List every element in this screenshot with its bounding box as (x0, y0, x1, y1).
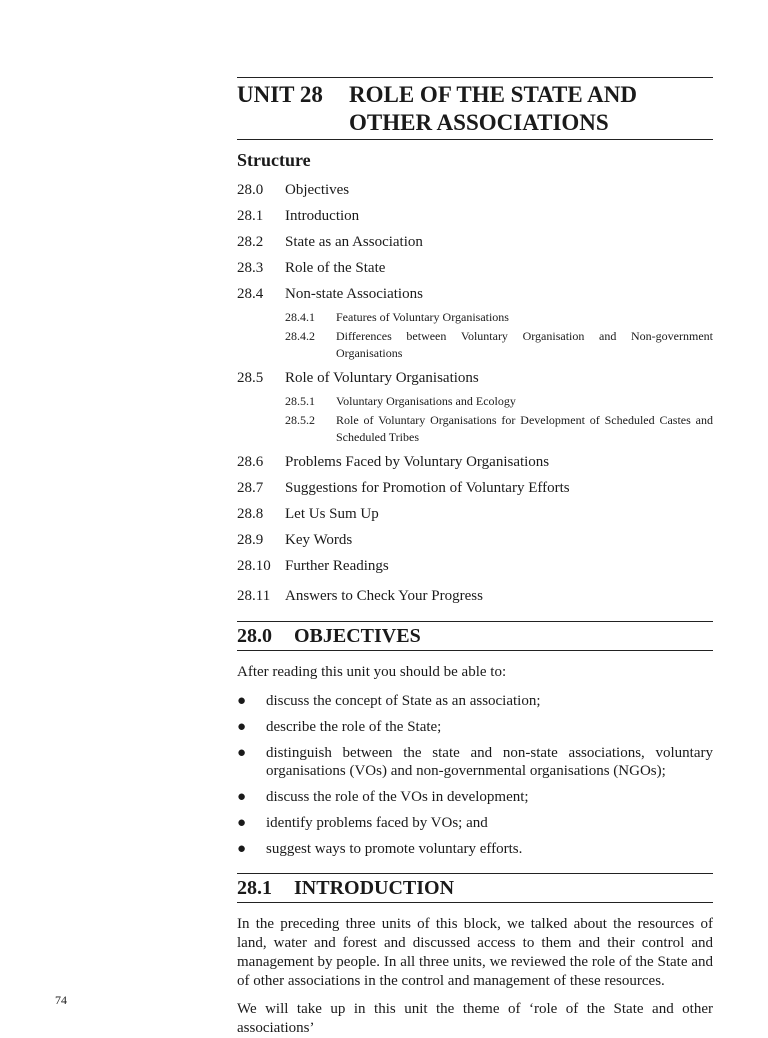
list-item (237, 718, 713, 736)
toc-item-number: 28.10 (237, 558, 271, 574)
list-item (237, 840, 713, 858)
list-item-text: discuss the concept of State as an association; (266, 693, 541, 709)
toc-subitem (237, 393, 713, 410)
bullet-icon: ● (237, 719, 247, 735)
toc-item-number: 28.7 (237, 480, 264, 496)
bullet-icon: ● (237, 693, 247, 709)
toc-item-number: 28.0 (237, 182, 264, 198)
bullet-icon: ● (237, 745, 247, 761)
toc-subitem-number: 28.5.1 (285, 394, 315, 408)
toc-item-label: Problems Faced by Voluntary Organisations (285, 454, 550, 470)
list-item (237, 744, 713, 780)
toc-subitem-label: Voluntary Organisations and Ecology (336, 394, 516, 408)
toc-item-number: 28.1 (237, 208, 264, 224)
toc-item-label: Introduction (285, 208, 360, 224)
unit-number: UNIT 28 (237, 82, 323, 107)
unit-title (349, 81, 713, 136)
toc-item-label: Answers to Check Your Progress (285, 588, 483, 604)
objectives-list (237, 692, 713, 858)
toc-item-number: 28.4 (237, 286, 264, 302)
toc-item-label: Role of the State (285, 260, 386, 276)
toc-item-number: 28.5 (237, 370, 264, 386)
structure-heading: Structure (237, 150, 311, 170)
toc-item (237, 369, 713, 388)
toc-item-label: Let Us Sum Up (285, 506, 379, 522)
bullet-icon: ● (237, 841, 247, 857)
section-number: 28.1 (237, 877, 272, 899)
toc-item (237, 259, 713, 278)
toc-item-label: Further Readings (285, 558, 389, 574)
toc-item-label: Non-state Associations (285, 286, 423, 302)
introduction-paragraph: We will take up in this unit the theme of ‘role of the State and other associations’ (237, 1001, 713, 1036)
toc-item (237, 233, 713, 252)
toc-item-label: Role of Voluntary Organisations (285, 370, 479, 386)
list-item-text: describe the role of the State; (266, 719, 442, 735)
section-title: INTRODUCTION (294, 877, 455, 899)
toc-subitem (237, 328, 713, 362)
toc-item (237, 207, 713, 226)
toc-item-number: 28.2 (237, 234, 264, 250)
introduction-paragraph: In the preceding three units of this block, we talked about the resources of land, water and forest and discussed access to them and their control and management by people. In all three units, we reviewed the role of the State and of other associations in the control and management of these resources. (237, 916, 713, 989)
list-item (237, 788, 713, 806)
objectives-intro: After reading this unit you should be able to: (237, 664, 507, 680)
unit-title-line2: OTHER ASSOCIATIONS (349, 110, 609, 135)
toc-subitem (237, 412, 713, 446)
toc-item-number: 28.8 (237, 506, 264, 522)
bullet-icon: ● (237, 789, 247, 805)
list-item-text: suggest ways to promote voluntary efforts. (266, 841, 523, 857)
toc-item-label: Suggestions for Promotion of Voluntary Efforts (285, 480, 570, 496)
unit-header (237, 77, 713, 140)
toc-item-label: Objectives (285, 182, 350, 198)
toc-subitem (237, 309, 713, 326)
section-heading-objectives (237, 621, 713, 651)
toc-item (237, 453, 713, 472)
toc-item (237, 557, 713, 576)
page-number: 74 (55, 993, 67, 1007)
toc-subitem-label: Features of Voluntary Organisations (336, 310, 509, 324)
toc-item-label: State as an Association (285, 234, 423, 250)
toc-subitem-number: 28.4.2 (285, 329, 315, 343)
toc-subitem-label: Role of Voluntary Organisations for Development of Scheduled Castes and Scheduled Tribes (336, 413, 713, 444)
list-item-text: distinguish between the state and non-state associations, voluntary organisations (VOs) and non-governmental organisations (NGOs); (266, 745, 713, 779)
unit-title-line1: ROLE OF THE STATE AND (349, 82, 637, 107)
list-item-text: discuss the role of the VOs in development; (266, 789, 529, 805)
list-item (237, 692, 713, 710)
toc-item (237, 479, 713, 498)
section-heading-introduction (237, 873, 713, 903)
toc-item (237, 531, 713, 550)
section-number: 28.0 (237, 625, 272, 647)
toc-item-label: Key Words (285, 532, 353, 548)
toc-subitem-number: 28.5.2 (285, 413, 315, 427)
bullet-icon: ● (237, 815, 247, 831)
toc-subitem-label: Differences between Voluntary Organisation and Non-government Organisations (336, 329, 713, 360)
list-item-text: identify problems faced by VOs; and (266, 815, 488, 831)
toc-item (237, 505, 713, 524)
list-item (237, 814, 713, 832)
section-title: OBJECTIVES (294, 625, 421, 647)
table-of-contents (237, 181, 713, 606)
toc-item-number: 28.6 (237, 454, 264, 470)
toc-item-number: 28.3 (237, 260, 264, 276)
toc-item (237, 181, 713, 200)
toc-item (237, 285, 713, 304)
toc-subitem-number: 28.4.1 (285, 310, 315, 324)
toc-item (237, 587, 713, 606)
toc-item-number: 28.9 (237, 532, 264, 548)
toc-item-number: 28.11 (237, 588, 271, 604)
